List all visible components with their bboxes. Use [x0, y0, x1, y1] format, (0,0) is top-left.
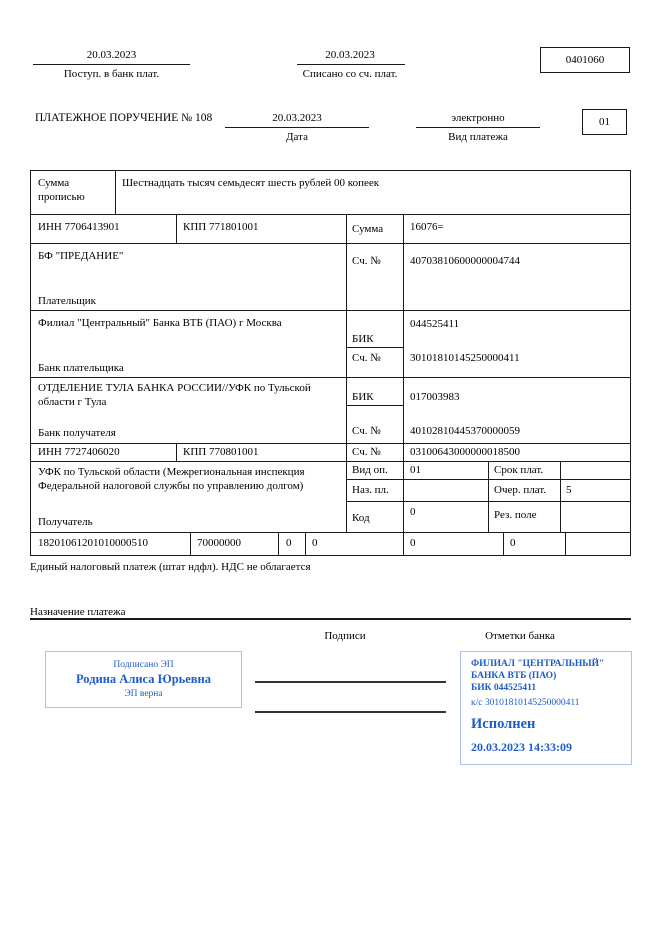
- signature-line: [255, 711, 446, 713]
- date-debited-label: Списано со сч. плат.: [302, 68, 398, 80]
- table-line: [30, 443, 631, 444]
- payee-kpp: КПП 770801001: [183, 446, 259, 458]
- payer-account-label: Сч. №: [352, 255, 381, 267]
- bank-stamp-datetime: 20.03.2023 14:33:09: [471, 739, 572, 754]
- signature-stamp-line1: Подписано ЭП: [113, 660, 174, 670]
- ocher-plat-label: Очер. плат.: [494, 484, 547, 496]
- payer-account: 40703810600000004744: [410, 255, 520, 267]
- bank-stamp-bik: БИК 044525411: [471, 682, 537, 693]
- date-received-label: Поступ. в банк плат.: [63, 68, 160, 80]
- tax-oktmo: 70000000: [197, 537, 241, 549]
- payee-account-label: Сч. №: [352, 446, 381, 458]
- table-line: [30, 243, 631, 244]
- tax-kbk: 18201061201010000510: [38, 537, 148, 549]
- amount-words: Шестнадцать тысяч семьдесят шесть рублей 00 копеек: [122, 177, 380, 189]
- bik-cell-line: [346, 405, 403, 406]
- date-debited-underline: [297, 64, 405, 65]
- payment-kind-underline: [416, 127, 540, 128]
- payee-bank-label: Банк получателя: [38, 427, 116, 439]
- status-code: 01: [599, 116, 610, 128]
- tax-row-divider: [190, 532, 191, 555]
- table-border-left: [30, 170, 31, 555]
- table-line: [30, 310, 631, 311]
- payee-inn: ИНН 7727406020: [38, 446, 120, 458]
- form-code: 0401060: [565, 54, 605, 66]
- payee-bank-bik: 017003983: [410, 391, 460, 403]
- label-column-divider: [346, 214, 347, 532]
- form-code-box: [540, 47, 630, 73]
- signature-line: [255, 681, 446, 683]
- date-debited: 20.03.2023: [325, 49, 375, 61]
- value-column-divider: [403, 214, 404, 532]
- payer-bank-label: Банк плательщика: [38, 362, 124, 374]
- payee-bank-account-label: Сч. №: [352, 425, 381, 437]
- naz-pl-label: Наз. пл.: [352, 484, 389, 496]
- bik-cell-line: [346, 347, 403, 348]
- payee-bank-account: 40102810445370000059: [410, 425, 520, 437]
- kod-value: 0: [410, 506, 416, 518]
- ocher-plat-value: 5: [566, 484, 572, 496]
- tax-field: 0: [312, 537, 318, 549]
- table-line: [30, 555, 631, 556]
- vid-op-value: 01: [410, 464, 421, 476]
- payment-kind-label: Вид платежа: [448, 131, 508, 143]
- bank-marks-label: Отметки банка: [485, 630, 555, 642]
- payer-inn: ИНН 7706413901: [38, 221, 120, 233]
- payee-name: УФК по Тульской области (Межрегиональная инспекция Федеральной налоговой службы по управлению долгом): [38, 466, 305, 493]
- vid-op-label: Вид оп.: [352, 464, 388, 476]
- right-panel-divider: [560, 461, 561, 532]
- table-border-right: [630, 170, 631, 555]
- table-line: [30, 532, 631, 533]
- tax-field: 0: [286, 537, 292, 549]
- signature-stamp-name: Родина Алиса Юрьевна: [75, 672, 212, 686]
- tax-field: 0: [510, 537, 516, 549]
- payment-kind: электронно: [451, 112, 505, 124]
- signature-stamp: [45, 651, 242, 708]
- purpose-label: Назначение платежа: [30, 606, 126, 618]
- payee-bank-bik-label: БИК: [352, 391, 374, 403]
- bank-stamp-status: Исполнен: [471, 715, 536, 732]
- payer-bank-bik: 044525411: [410, 318, 460, 330]
- srok-plat-label: Срок плат.: [494, 464, 544, 476]
- table-line: [30, 461, 631, 462]
- signatures-label: Подписи: [324, 630, 366, 642]
- document-date-underline: [225, 127, 369, 128]
- payer-bank-account: 30101810145250000411: [410, 352, 520, 364]
- purpose-text: Единый налоговый платеж (штат ндфл). НДС не облагается: [30, 561, 311, 573]
- table-line: [30, 377, 631, 378]
- payer-bank-account-label: Сч. №: [352, 352, 381, 364]
- inn-kpp-divider: [176, 443, 177, 461]
- sum-value: 16076=: [410, 221, 444, 233]
- tax-row-divider: [403, 532, 404, 555]
- signature-stamp-line3: ЭП верна: [124, 689, 163, 699]
- status-code-box: [582, 109, 627, 135]
- payee-label: Получатель: [38, 516, 93, 528]
- payee-account: 03100643000000018500: [410, 446, 520, 458]
- payer-kpp: КПП 771801001: [183, 221, 259, 233]
- bank-stamp-corr-account: к/с 30101810145250000411: [471, 697, 580, 708]
- payer-bank-name: Филиал "Центральный" Банка ВТБ (ПАО) г Москва: [38, 317, 282, 329]
- document-date-label: Дата: [286, 131, 308, 143]
- payer-bank-bik-label: БИК: [352, 333, 374, 345]
- table-line: [30, 170, 631, 171]
- date-received-underline: [33, 64, 190, 65]
- sum-label: Сумма: [352, 223, 384, 235]
- document-date: 20.03.2023: [272, 112, 322, 124]
- rez-pole-label: Рез. поле: [494, 509, 537, 521]
- amount-words-divider: [115, 170, 116, 214]
- tax-field: 0: [410, 537, 416, 549]
- document-title: ПЛАТЕЖНОЕ ПОРУЧЕНИЕ № 108: [35, 112, 213, 124]
- right-panel-divider: [488, 461, 489, 532]
- kod-label: Код: [352, 512, 370, 524]
- table-line: [30, 214, 631, 215]
- inn-kpp-divider: [176, 214, 177, 243]
- tax-row-divider: [565, 532, 566, 555]
- tax-row-divider: [278, 532, 279, 555]
- tax-row-divider: [503, 532, 504, 555]
- payee-bank-name: ОТДЕЛЕНИЕ ТУЛА БАНКА РОССИИ//УФК по Тульской области г Тула: [38, 382, 311, 409]
- payer-name: БФ "ПРЕДАНИЕ": [38, 250, 124, 262]
- bank-stamp: [460, 651, 632, 765]
- date-received: 20.03.2023: [86, 49, 137, 61]
- payer-label: Плательщик: [38, 295, 96, 307]
- purpose-underline: [30, 618, 631, 620]
- tax-row-divider: [305, 532, 306, 555]
- bank-stamp-name: ФИЛИАЛ "ЦЕНТРАЛЬНЫЙ" БАНКА ВТБ (ПАО): [471, 659, 605, 681]
- amount-words-label: Сумма прописью: [38, 177, 85, 204]
